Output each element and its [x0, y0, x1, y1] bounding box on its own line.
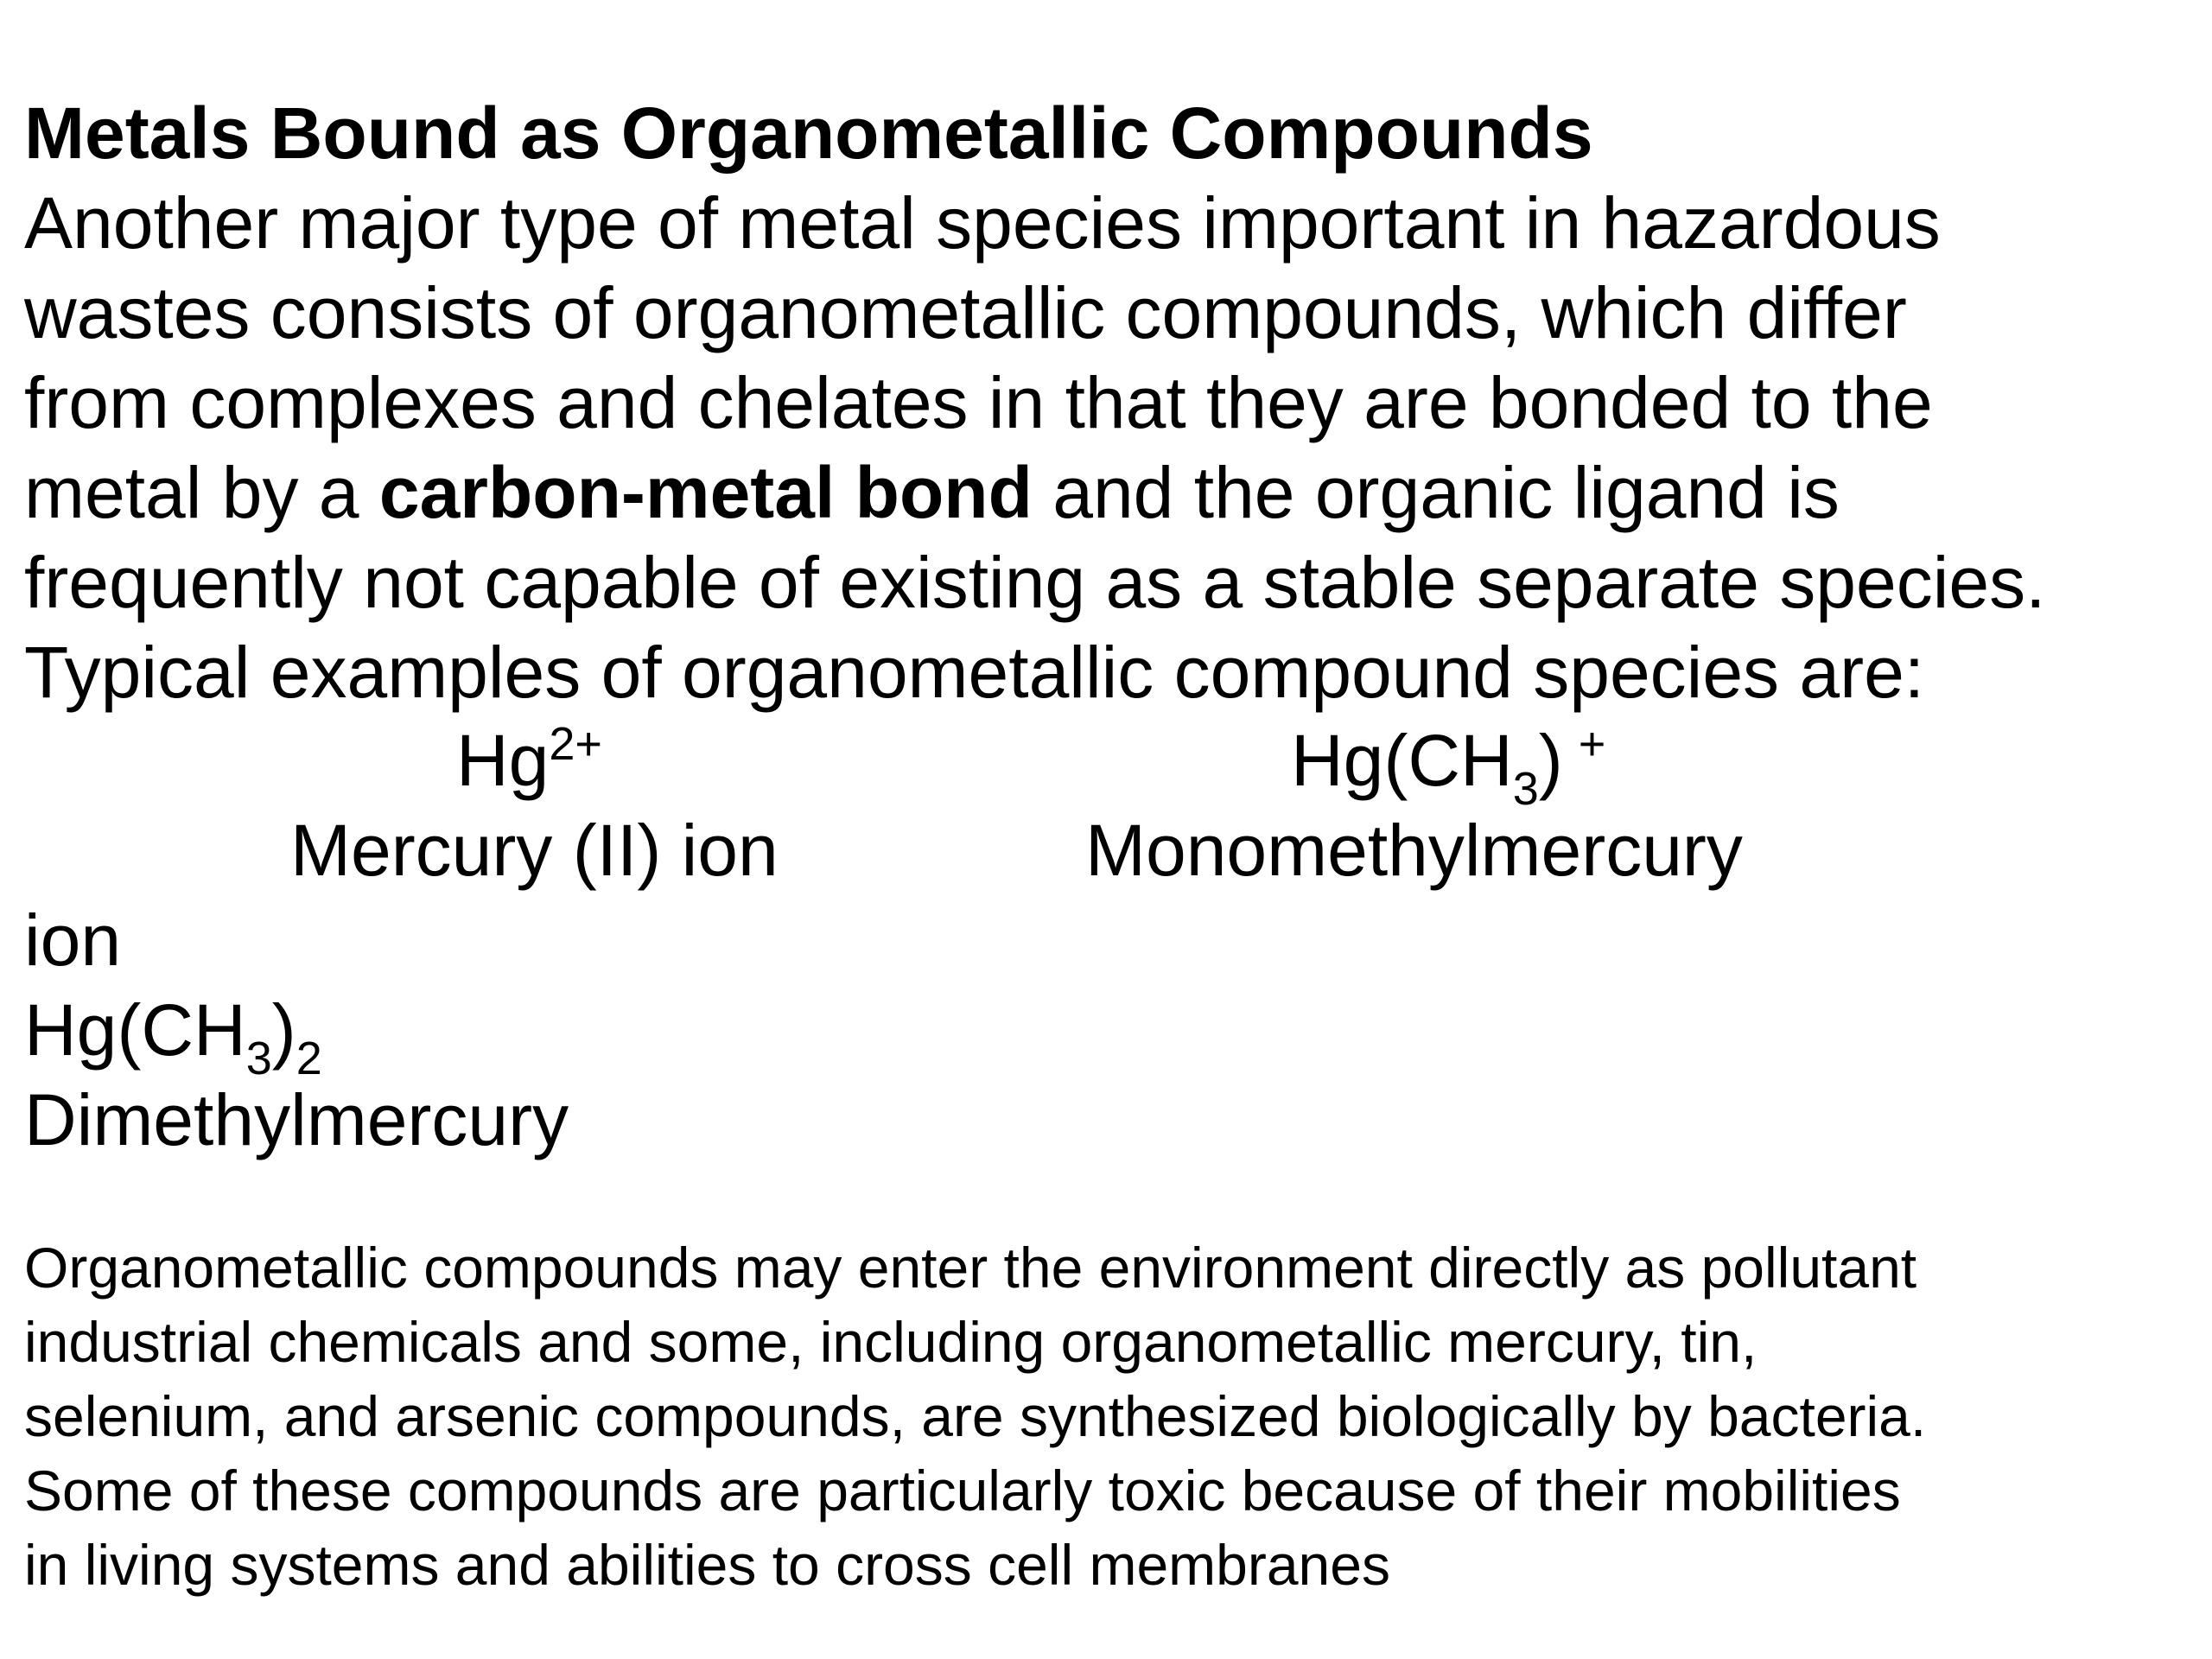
label-mercury-ion: Mercury (II) ion	[290, 810, 779, 891]
charge-superscript: +	[1578, 718, 1606, 770]
intro-line-4	[24, 449, 1840, 536]
intro-line-5: frequently not capable of existing as a stable separate species.	[24, 542, 2046, 623]
label-monomethylmercury: Monomethylmercury	[1085, 810, 1743, 891]
intro-line-2: wastes consists of organometallic compounds, which differ	[24, 272, 1907, 353]
intro-line-6: Typical examples of organometallic compound species are:	[24, 632, 1925, 713]
label-monomethylmercury-wrap: ion	[24, 899, 122, 981]
formula-monomethylmercury: $Hg(CH_3)$ +	[1291, 718, 1606, 815]
closing-line-5: in living systems and abilities to cross cell membranes	[24, 1533, 1390, 1597]
intro-line-4-pre: metal by a	[24, 452, 379, 533]
label-dimethylmercury: Dimethylmercury	[24, 1079, 569, 1160]
intro-line-3: from complexes and chelates in that they are bonded to the	[24, 362, 1933, 443]
carbon-metal-bond-term: carbon-metal bond	[378, 452, 1033, 533]
intro-line-4-post: and the organic ligand is	[1032, 452, 1840, 533]
subscript-3: 3	[245, 1033, 272, 1084]
closing-line-4: Some of these compounds are particularly toxic because of their mobilities	[24, 1459, 1901, 1522]
subscript-3: 3	[1512, 763, 1539, 815]
charge-superscript: 2+	[549, 718, 602, 770]
closing-line-2: industrial chemicals and some, including organometallic mercury, tin,	[24, 1310, 1758, 1374]
subscript-2: 2	[296, 1033, 322, 1084]
closing-line-1: Organometallic compounds may enter the environment directly as pollutant	[24, 1236, 1917, 1300]
slide-title: Metals Bound as Organometallic Compounds	[24, 92, 1593, 174]
formula-dimethylmercury: $Hg(CH_3)_2$	[24, 989, 322, 1084]
closing-line-3: selenium, and arsenic compounds, are synthesized biologically by bacteria.	[24, 1384, 1927, 1448]
formula-mercury-ion: $Hg^{2+}$	[456, 718, 602, 801]
intro-line-1: Another major type of metal species important in hazardous	[24, 182, 1941, 264]
